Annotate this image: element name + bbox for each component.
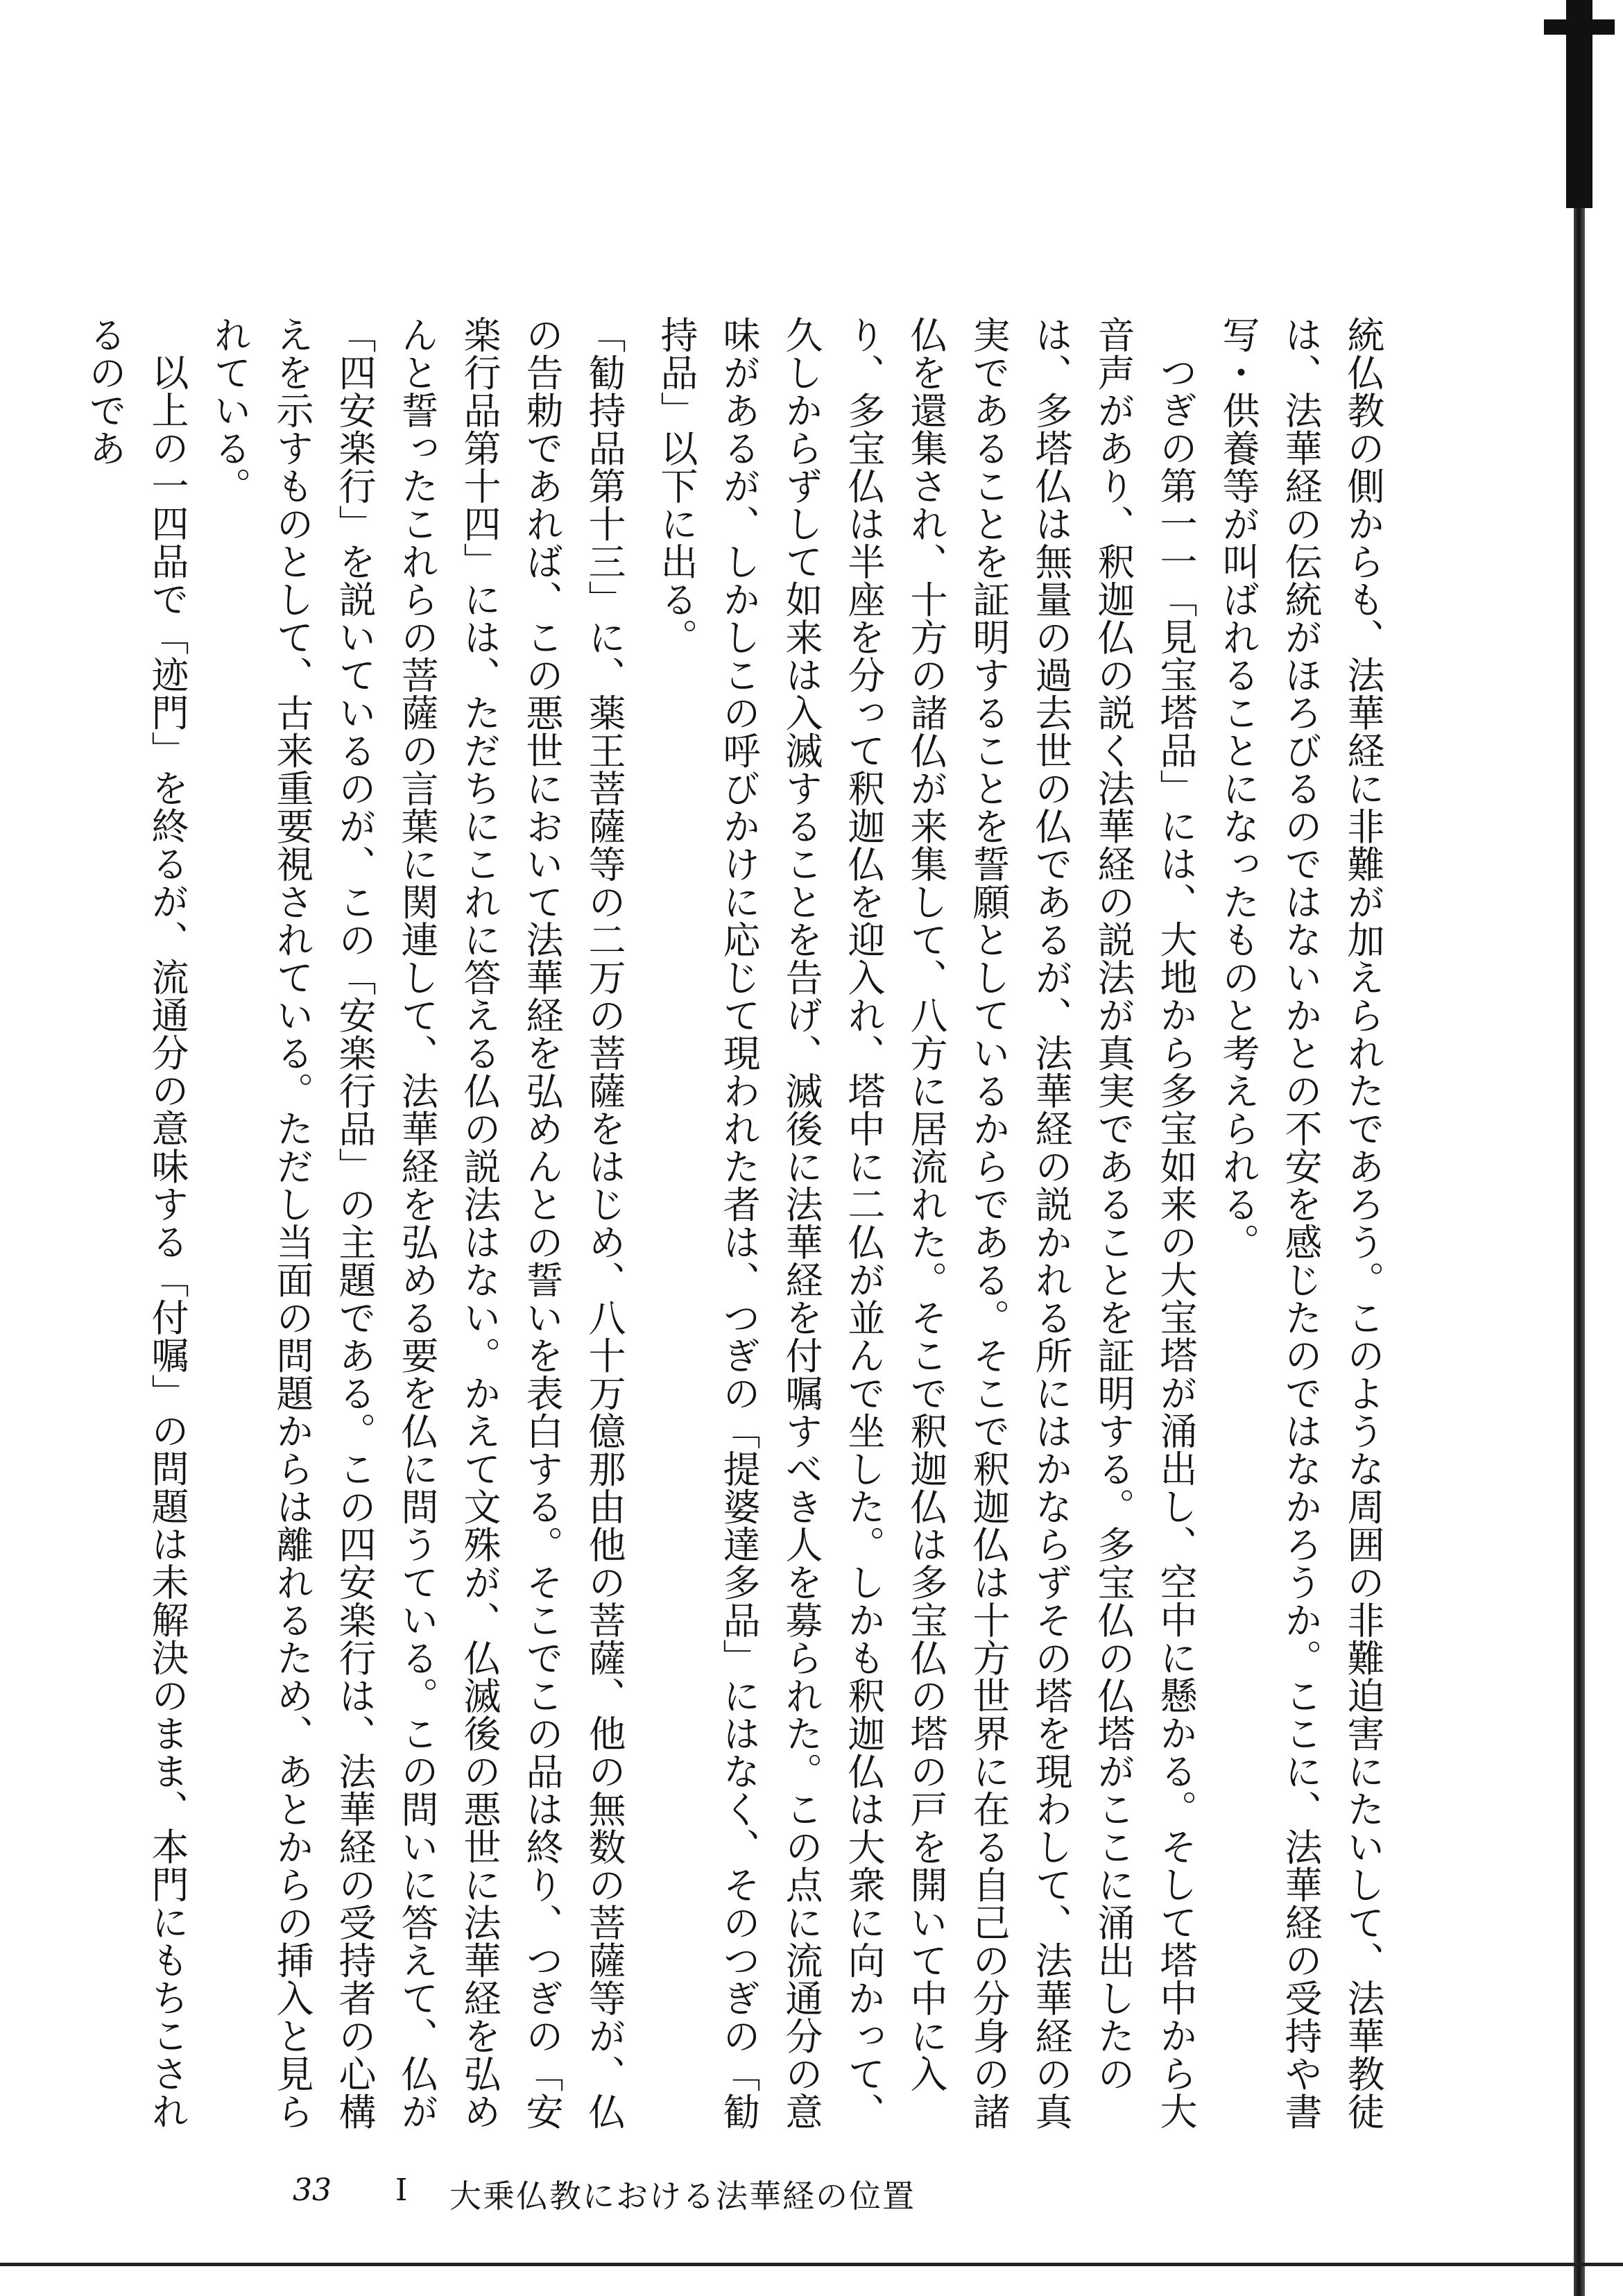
paragraph-shakumon-end: 以上の一四品で「迹門」を終るが、流通分の意味する「付嘱」の問題は未解決のまま、本門にもちこされるのであ [83, 316, 189, 2130]
paragraph-kanji-bon: 「勧持品第十三」に、薬王菩薩等の二万の菩薩をはじめ、八十万億那由他の菩薩、他の無数の菩薩等が、仏の告勅であれば、この悪世において法華経を弘めんとの誓いを表白する。そこでこの品は終り、つぎの「安楽行品第十四」には、ただちにこれに答える仏の説法はない。かえて文殊が、仏滅後の悪世に法華経を弘めんと誓ったこれらの菩薩の言葉に関連して、法華経を弘める要を仏に問うている。この問いに答えて、仏が「四安楽行」を説いているのが、この「安楽行品」の主題である。この四安楽行は、法華経の受持者の心構えを示すものとして、古来重要視されている。ただし当面の問題からは離れるため、あとからの挿入と見られている。 [208, 316, 626, 2130]
chapter-title: 大乗仏教における法華経の位置 [449, 2177, 916, 2215]
binding-edge-line [1574, 208, 1585, 2296]
paragraph-hoto-bon: つぎの第一一「見宝塔品」には、大地から多宝如来の大宝塔が涌出し、空中に懸かる。そして塔中から大音声があり、釈迦仏の説く法華経の説法が真実であることを証明する。多宝仏の仏塔がここに涌出したのは、多塔仏は無量の過去世の仏であるが、法華経の説かれる所にはかならずその塔を現わして、法華経の真実であることを証明することを誓願としているからである。そこで釈迦仏は十方世界に在る自己の分身の諸仏を還集され、十方の諸仏が来集して、八方に居流れた。そこで釈迦仏は多宝仏の塔の戸を開いて中に入り、多宝仏は半座を分って釈迦仏を迎入れ、塔中に二仏が並んで坐した。しかも釈迦仏は大衆に向かって、久しからずして如来は入滅することを告げ、滅後に法華経を付嘱すべき人を募られた。この点に流通分の意味があるが、しかしこの呼びかけに応じて現われた者は、つぎの「提婆達多品」にはなく、そのつぎの「勧持品」以下に出る。 [655, 316, 1198, 2130]
part-number: I [395, 2173, 408, 2208]
page-footer [0, 2173, 1623, 2221]
paragraph-continuation: 統仏教の側からも、法華経に非難が加えられたであろう。このような周囲の非難迫害にたいして、法華教徒は、法華経の伝統がほろびるのではないかとの不安を感じたのではなかろうか。ここに、法華経の受持や書写・供養等が叫ばれることになったものと考えられる。 [1217, 316, 1385, 2130]
binding-edge-cap [1544, 19, 1615, 35]
body-text [83, 316, 1394, 2133]
page-number: 33 [293, 2173, 332, 2208]
bottom-rule [0, 2263, 1623, 2266]
